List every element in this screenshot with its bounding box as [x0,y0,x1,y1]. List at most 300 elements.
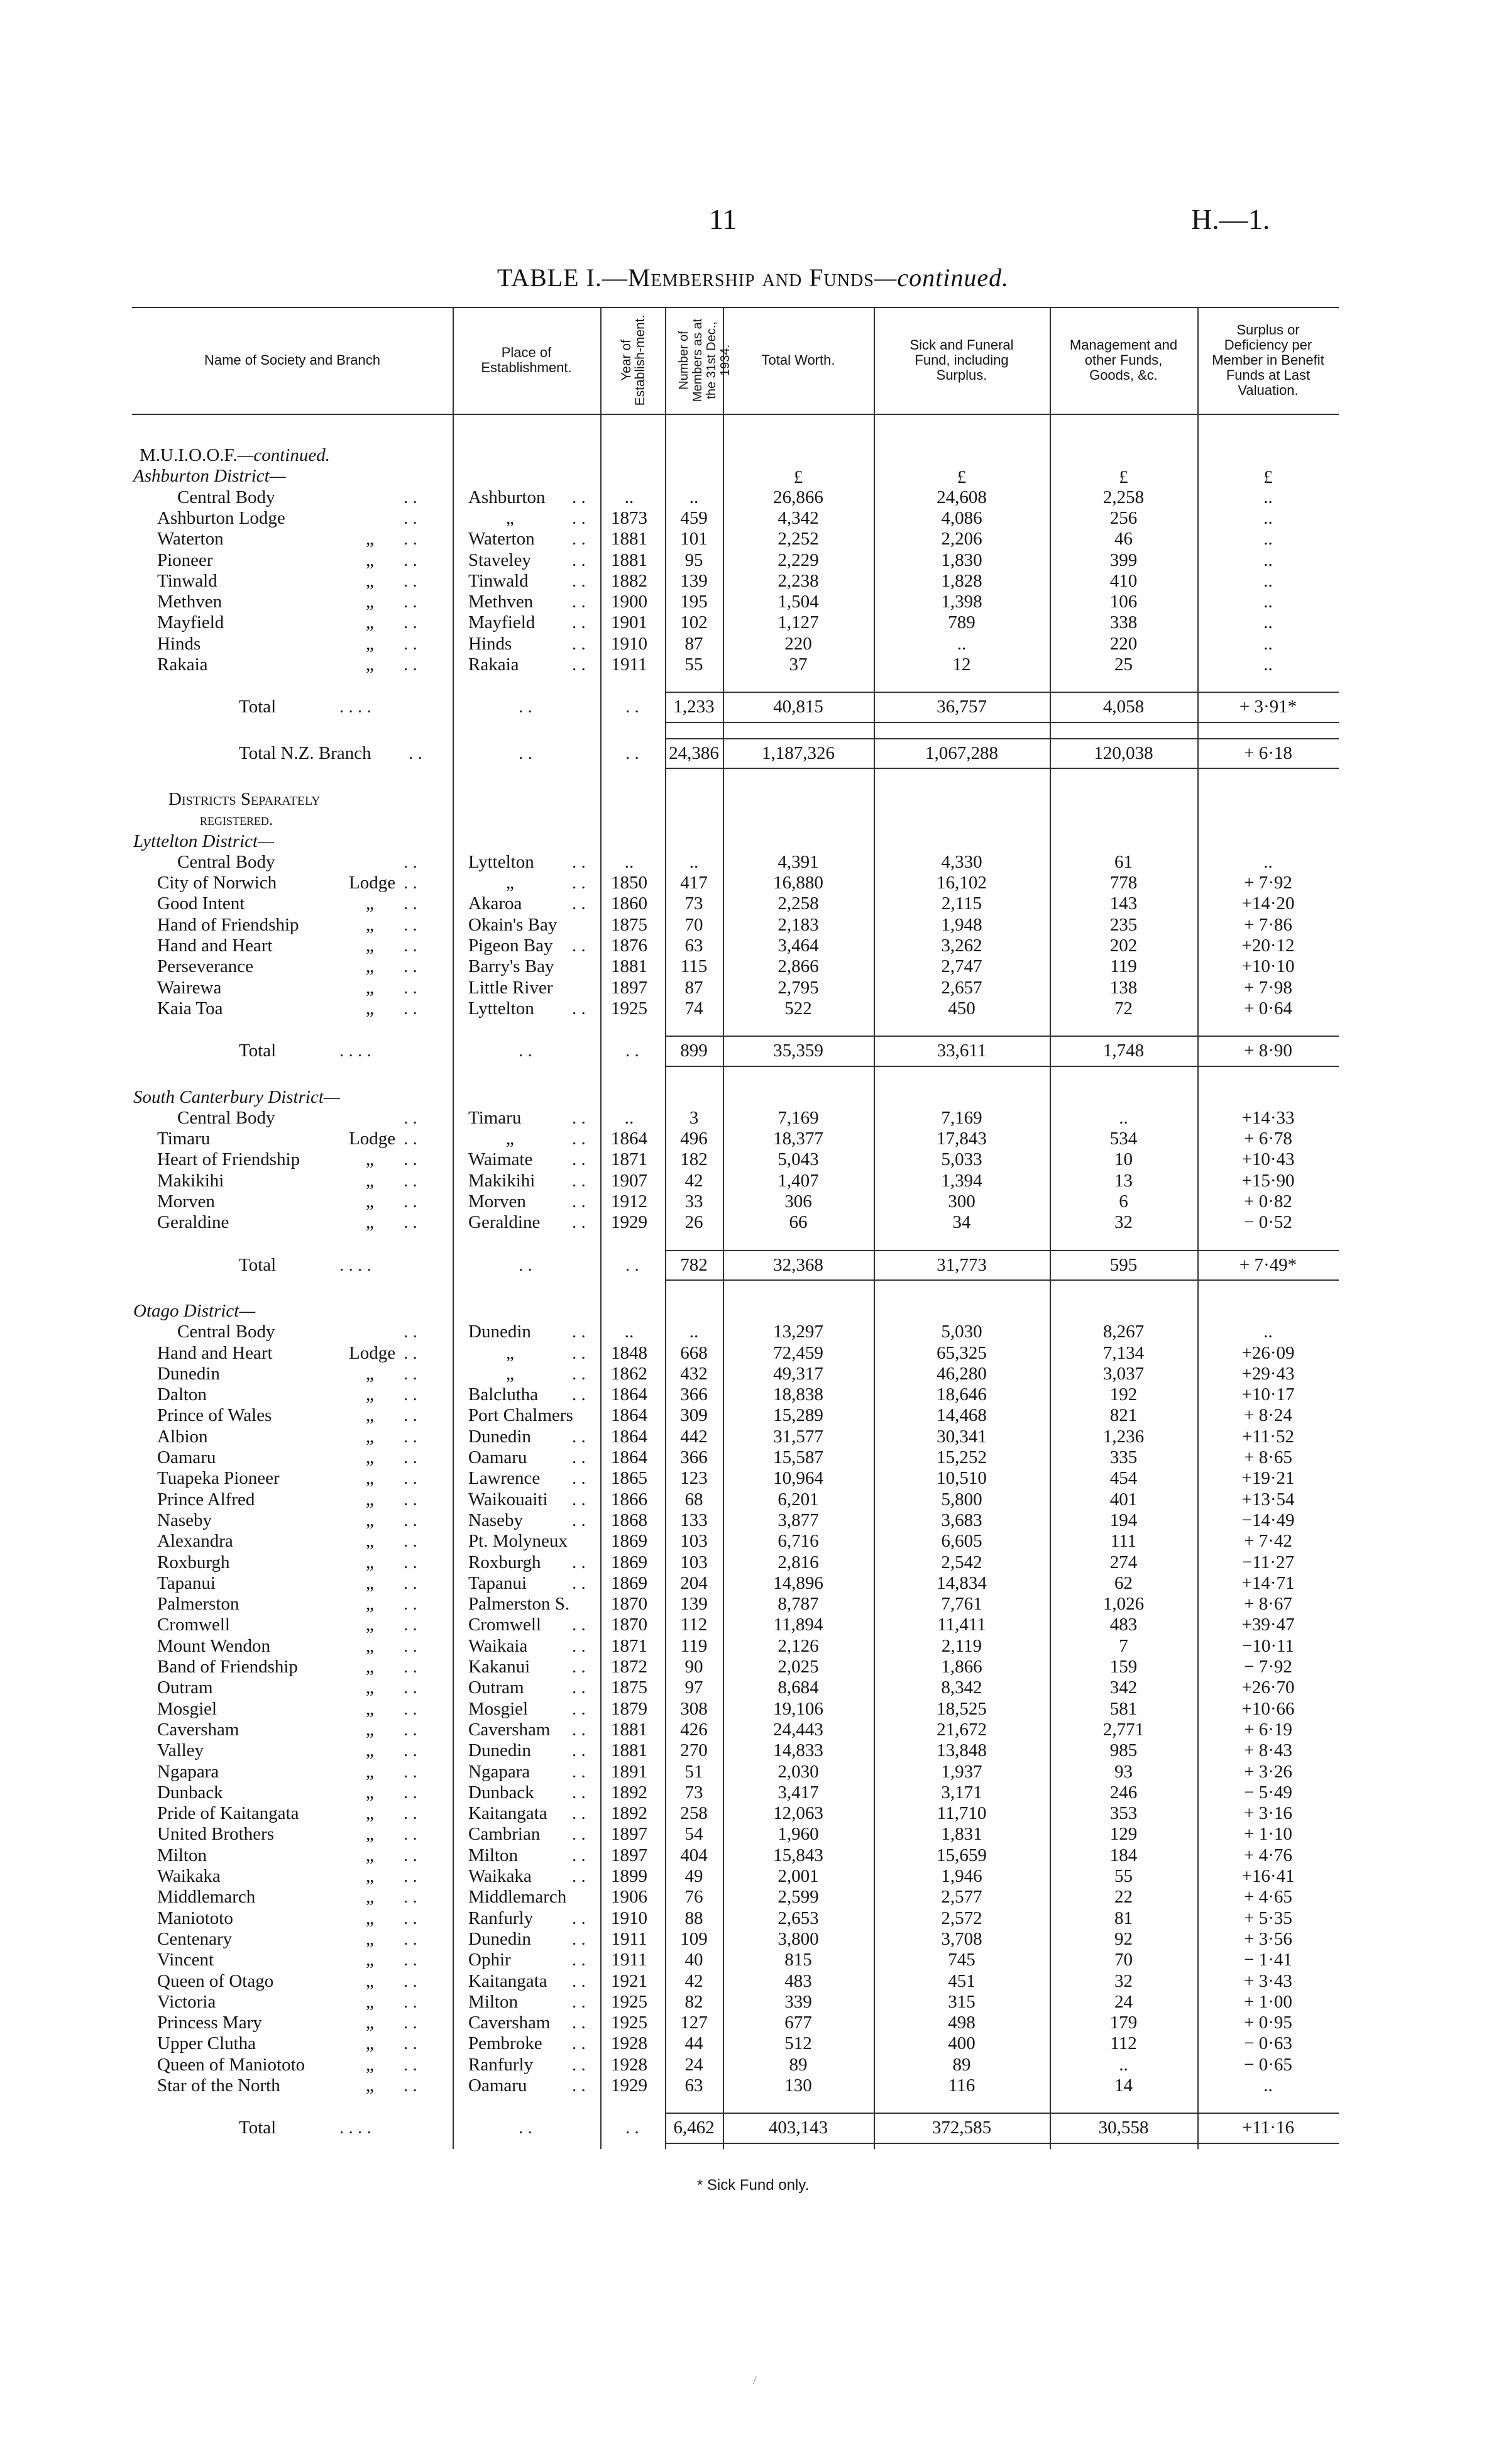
lodge-mark: „ [366,570,374,591]
cell-sick: 3,171 [941,1782,982,1803]
header-members: Number of Members as at the 31st Dec., 1934. [677,318,732,402]
leader-dots: . . [572,1129,586,1149]
total-rule-below [665,722,1339,723]
cell-surplus: + 5·35 [1244,1908,1292,1928]
place-of-establishment: Okain's Bay [468,914,558,935]
cell-mgmt: 62 [1114,1572,1133,1593]
leader-dots: . . [572,1342,586,1363]
district-heading: South Canterbury District— [133,1086,340,1107]
cell-members: 90 [684,1657,703,1677]
society-name: Prince of Wales [157,1405,272,1426]
table-row [0,634,1506,655]
lodge-mark: „ [366,1950,374,1970]
cell-members: 101 [680,529,708,550]
total-label: Total [239,1254,277,1275]
cell-members: 366 [680,1447,708,1467]
society-name: Queen of Otago [157,1970,274,1991]
leader-dots: . . [404,1635,417,1656]
society-name: Cromwell [157,1615,230,1635]
cell-sick: 7,761 [941,1594,982,1615]
leader-dots: . . [519,1254,532,1275]
cell-worth: 130 [784,2075,812,2096]
cell-members: 309 [680,1405,708,1426]
place-of-establishment: Cromwell [468,1615,541,1635]
cell-surplus: + 6·78 [1244,1129,1292,1149]
leader-dots: . . [404,487,417,507]
document-reference: H.—1. [1191,203,1270,235]
cell-worth: 2,126 [778,1635,819,1656]
cell-members: 63 [684,936,703,956]
cell-surplus: .. [1263,529,1273,550]
cell-year: 1900 [611,592,647,612]
leader-dots: . . [404,1950,417,1970]
cell-surplus: + 4·76 [1244,1845,1292,1865]
table-row [0,1573,1506,1594]
page-number: 11 [709,203,737,235]
cell-mgmt: 335 [1109,1447,1138,1467]
cell-worth: 339 [784,1991,812,2012]
society-name: Tinwald [157,570,217,591]
leader-dots: . . [572,1740,586,1761]
leader-dots: . . [404,1803,417,1824]
cell-mgmt: 106 [1109,592,1138,612]
total-label: Total [239,2118,277,2138]
cell-worth: 15,587 [773,1447,823,1467]
cell-worth: 2,238 [778,570,819,591]
cell-members: 204 [680,1572,708,1593]
cell-surplus: + 3·91* [1239,697,1297,717]
cell-worth: 2,653 [778,1908,819,1928]
cell-worth: 220 [784,633,812,654]
currency-unit: £ [1263,467,1273,488]
cell-sick: 65,325 [937,1342,987,1363]
lodge-mark: „ [366,1363,374,1384]
leader-dots: . . [572,1928,586,1949]
cell-mgmt: 159 [1109,1657,1138,1677]
lodge-mark: „ [366,1572,374,1593]
cell-mgmt: 1,026 [1102,1594,1145,1615]
leader-dots: . . [625,697,639,717]
cell-members: 63 [684,2075,703,2096]
leader-dots: . . [404,1991,417,2012]
leader-dots: . . [404,1149,417,1170]
leader-dots: . . [625,1254,639,1275]
leader-dots: . . [404,1572,417,1593]
table-row [0,2075,1506,2096]
cell-surplus: − 0·65 [1244,2054,1292,2075]
cell-members: 102 [680,612,708,633]
table-row [0,445,1506,466]
cell-worth: 5,043 [778,1149,819,1170]
society-name: City of Norwich [157,873,277,893]
place-of-establishment: „ [506,1363,514,1384]
leader-dots: . . [572,1657,586,1677]
cell-year: 1897 [611,1845,647,1865]
leader-dots: . . . . [339,2118,371,2138]
cell-worth: 66 [789,1212,808,1233]
total-rule-above [665,2113,1339,2114]
leader-dots: . . [404,1845,417,1865]
lodge-mark: „ [366,2054,374,2075]
leader-dots: . . [572,1635,586,1656]
place-of-establishment: Makikihi [468,1170,536,1191]
header-total-worth: Total Worth. [761,352,835,368]
cell-sick: 4,086 [941,507,982,528]
society-name: United Brothers [157,1824,275,1845]
lodge-mark: „ [366,1824,374,1845]
cell-year: 1848 [611,1342,647,1363]
cell-surplus: + 8·65 [1244,1447,1292,1467]
leader-dots: . . [572,1212,586,1233]
table-row [0,1343,1506,1364]
place-of-establishment: Dunedin [468,1740,531,1761]
cell-year: 1881 [611,1740,647,1761]
total-rule-above [665,738,1339,739]
place-of-establishment: Oamaru [468,1447,527,1467]
cell-surplus: +13·54 [1241,1489,1295,1510]
place-of-establishment: Staveley [468,550,531,570]
table-row [0,2118,1506,2138]
leader-dots: . . [572,998,586,1019]
cell-worth: 37 [789,655,808,675]
cell-year: 1929 [611,1212,647,1233]
cell-mgmt: 24 [1114,1991,1133,2012]
table-title-prefix: TABLE I.— [497,263,628,292]
place-of-establishment: Lyttelton [468,998,534,1019]
leader-dots: . . [572,1991,586,2012]
leader-dots: . . [404,977,417,998]
leader-dots: . . [572,592,586,612]
lodge-mark: „ [366,1489,374,1510]
cell-mgmt: 401 [1109,1489,1138,1510]
cell-sick: 14,468 [937,1405,987,1426]
leader-dots: . . [404,633,417,654]
table-row [0,1171,1506,1191]
cell-mgmt: 120,038 [1094,743,1153,763]
cell-surplus: −11·27 [1242,1552,1294,1572]
place-of-establishment: Milton [468,1991,518,2012]
cell-surplus: −14·49 [1241,1510,1295,1530]
cell-year: 1881 [611,956,647,977]
place-of-establishment: Lyttelton [468,851,534,872]
leader-dots: . . . . [339,697,371,717]
cell-members: 49 [684,1866,703,1886]
cell-sick: 3,708 [941,1928,982,1949]
total-rule-below [665,768,1339,769]
leader-dots: . . [404,1342,417,1363]
cell-mgmt: 72 [1114,998,1133,1019]
place-of-establishment: „ [506,507,514,528]
society-name: Vincent [157,1950,214,1970]
cell-surplus: +14·20 [1241,893,1295,914]
cell-year: 1891 [611,1761,647,1782]
society-name: Central Body [177,1107,275,1128]
table-row [0,1950,1506,1970]
cell-members: 109 [680,1928,708,1949]
society-name: Maniototo [157,1908,233,1928]
cell-worth: 19,106 [773,1698,823,1719]
leader-dots: . . [572,2033,586,2054]
lodge-mark: Lodge [349,1342,396,1363]
cell-year: 1866 [611,1489,647,1510]
cell-sick: 5,030 [941,1322,982,1342]
cell-surplus: +10·43 [1241,1149,1295,1170]
lodge-mark: „ [366,2033,374,2054]
total-rule-above [665,692,1339,693]
cell-sick: 1,830 [941,550,982,570]
cell-worth: 14,833 [773,1740,823,1761]
cell-year: 1869 [611,1572,647,1593]
cell-surplus: .. [1263,612,1273,633]
leader-dots: . . [404,1405,417,1426]
society-name: Palmerston [157,1594,239,1615]
society-name: Waikaka [157,1866,221,1886]
leader-dots: . . [404,1761,417,1782]
leader-dots: . . [572,1950,586,1970]
cell-members: 68 [684,1489,703,1510]
cell-members: 195 [680,592,708,612]
society-name: Centenary [157,1928,233,1949]
cell-worth: 8,787 [778,1594,819,1615]
leader-dots: . . [572,893,586,914]
cell-members: 44 [684,2033,703,2054]
currency-unit: £ [957,467,967,488]
cell-sick: 6,605 [941,1531,982,1552]
cell-mgmt: 595 [1109,1254,1138,1275]
leader-dots: . . [404,1677,417,1698]
cell-members: 119 [680,1635,708,1656]
table-row [0,936,1506,956]
cell-year: 1912 [611,1191,647,1212]
society-name: Hinds [157,633,201,654]
cell-sick: 2,577 [941,1887,982,1908]
leader-dots: . . [404,1657,417,1677]
lodge-mark: „ [366,1782,374,1803]
leader-dots: . . [404,1908,417,1928]
lodge-mark: „ [366,1761,374,1782]
table-row [0,1510,1506,1531]
society-name: Mosgiel [157,1698,217,1719]
cell-year: 1925 [611,1991,647,2012]
cell-members: 426 [680,1719,708,1740]
cell-surplus: +26·70 [1241,1677,1295,1698]
cell-members: 42 [684,1170,703,1191]
header-surplus: Surplus or Deficiency per Member in Benefit Funds at Last Valuation. [1212,322,1324,398]
cell-sick: 13,848 [937,1740,987,1761]
cell-sick: 1,948 [941,914,982,935]
header-name: Name of Society and Branch [204,352,381,368]
place-of-establishment: Milton [468,1845,518,1865]
cell-worth: 14,896 [773,1572,823,1593]
society-name: Mount Wendon [157,1635,270,1656]
cell-surplus: +10·66 [1241,1698,1295,1719]
cell-worth: 16,880 [773,873,823,893]
cell-mgmt: 138 [1109,977,1138,998]
place-of-establishment: Ophir [468,1950,511,1970]
cell-members: 1,233 [673,697,715,717]
cell-sick: 46,280 [937,1363,987,1384]
leader-dots: . . [404,1782,417,1803]
cell-sick: 1,067,288 [925,743,998,763]
cell-surplus: − 5·49 [1244,1782,1292,1803]
place-of-establishment: „ [506,873,514,893]
lodge-mark: „ [366,1212,374,1233]
society-name: Outram [157,1677,213,1698]
table-row [0,550,1506,571]
table-row [0,1615,1506,1635]
leader-dots: . . [404,1594,417,1615]
leader-dots: . . [572,873,586,893]
cell-sick: 10,510 [937,1468,987,1489]
table-row [0,2013,1506,2033]
cell-sick: 36,757 [937,697,987,717]
lodge-mark: „ [366,1615,374,1635]
cell-worth: 2,030 [778,1761,819,1782]
cell-sick: 7,169 [941,1107,982,1128]
cell-sick: 789 [948,612,976,633]
table-row [0,1468,1506,1489]
cell-members: 82 [684,1991,703,2012]
header-management: Management and other Funds, Goods, &c. [1069,337,1178,383]
cell-sick: 1,831 [941,1824,982,1845]
table-row [0,1720,1506,1740]
cell-worth: 403,143 [768,2118,828,2138]
table-row [0,1657,1506,1677]
cell-worth: 306 [784,1191,812,1212]
cell-worth: 1,407 [778,1170,819,1191]
cell-mgmt: 581 [1109,1698,1138,1719]
table-row [0,1594,1506,1615]
cell-members: 103 [680,1531,708,1552]
cell-surplus: + 8·24 [1244,1405,1292,1426]
cell-surplus: + 7·49* [1239,1254,1297,1275]
cell-mgmt: 778 [1109,873,1138,893]
cell-worth: 1,127 [778,612,819,633]
leader-dots: . . [404,1719,417,1740]
table-row [0,1824,1506,1845]
leader-dots: . . [572,1572,586,1593]
leader-dots: . . [404,893,417,914]
leader-dots: . . . . [339,1254,371,1275]
cell-surplus: +16·41 [1241,1866,1295,1886]
cell-mgmt: 32 [1114,1970,1133,1991]
cell-year: 1864 [611,1129,647,1149]
cell-mgmt: 22 [1114,1887,1133,1908]
leader-dots: . . [572,1719,586,1740]
table-row [0,1636,1506,1657]
place-of-establishment: Tapanui [468,1572,527,1593]
place-of-establishment: Mayfield [468,612,536,633]
lodge-mark: „ [366,1531,374,1552]
cell-sick: 21,672 [937,1719,987,1740]
cell-year: 1921 [611,1970,647,1991]
cell-surplus: + 3·56 [1244,1928,1292,1949]
column-rule [874,415,875,2149]
society-name: Tuapeka Pioneer [157,1468,280,1489]
society-name: Milton [157,1845,207,1865]
cell-year: 1928 [611,2033,647,2054]
lodge-mark: „ [366,914,374,935]
society-name: Valley [157,1740,204,1761]
header-sick-fund: Sick and Funeral Fund, including Surplus. [910,337,1014,383]
cell-members: 33 [684,1191,703,1212]
cell-sick: 1,828 [941,570,982,591]
lodge-mark: „ [366,1970,374,1991]
leader-dots: . . [519,743,532,763]
cell-mgmt: 81 [1114,1908,1133,1928]
table-row [0,810,1506,831]
cell-members: 73 [684,893,703,914]
leader-dots: . . [572,1677,586,1698]
leader-dots: . . [572,1698,586,1719]
cell-mgmt: 4,058 [1102,697,1145,717]
cell-surplus: + 8·67 [1244,1594,1292,1615]
cell-sick: 18,646 [937,1384,987,1405]
total-rule-below [665,1066,1339,1067]
leader-dots: . . [572,936,586,956]
cell-year: 1881 [611,529,647,550]
cell-surplus: .. [1263,570,1273,591]
cell-year: 1850 [611,873,647,893]
cell-mgmt: 256 [1109,507,1138,528]
leader-dots: . . [404,529,417,550]
cell-mgmt: 483 [1109,1615,1138,1635]
place-of-establishment: Ranfurly [468,1908,534,1928]
cell-worth: 32,368 [773,1254,823,1275]
currency-unit: £ [1119,467,1128,488]
cell-members: .. [689,487,699,507]
leader-dots: . . [404,1615,417,1635]
society-name: Central Body [177,851,275,872]
cell-worth: 1,187,326 [762,743,835,763]
cell-surplus: .. [1263,592,1273,612]
cell-members: 182 [680,1149,708,1170]
leader-dots: . . [404,851,417,872]
cell-sick: 300 [948,1191,976,1212]
cell-sick: 14,834 [937,1572,987,1593]
society-name: Timaru [157,1129,211,1149]
place-of-establishment: Kaitangata [468,1803,547,1824]
table-title [0,263,1506,292]
place-of-establishment: Port Chalmers [468,1405,573,1426]
cell-surplus: − 0·63 [1244,2033,1292,2054]
leader-dots: . . [572,2013,586,2033]
lodge-mark: „ [366,1447,374,1467]
lodge-mark: „ [366,633,374,654]
district-heading: Otago District— [133,1300,256,1321]
cell-worth: 3,800 [778,1928,819,1949]
leader-dots: . . [404,592,417,612]
cell-sick: 3,262 [941,936,982,956]
place-of-establishment: Dunedin [468,1928,531,1949]
place-of-establishment: Timaru [468,1107,522,1128]
society-name: Ngapara [157,1761,219,1782]
cell-year: 1869 [611,1531,647,1552]
leader-dots: . . [404,873,417,893]
header-bottom-rule [132,414,1339,415]
lodge-mark: „ [366,893,374,914]
lodge-mark: „ [366,592,374,612]
table-row [0,1929,1506,1950]
leader-dots: . . [625,2118,639,2138]
cell-surplus: .. [1263,2075,1273,2096]
leader-dots: . . [572,2075,586,2096]
stray-mark: / [753,2373,757,2387]
cell-surplus: + 6·19 [1244,1719,1292,1740]
lodge-mark: „ [366,1887,374,1908]
table-row [0,998,1506,1019]
table-row [0,1552,1506,1573]
